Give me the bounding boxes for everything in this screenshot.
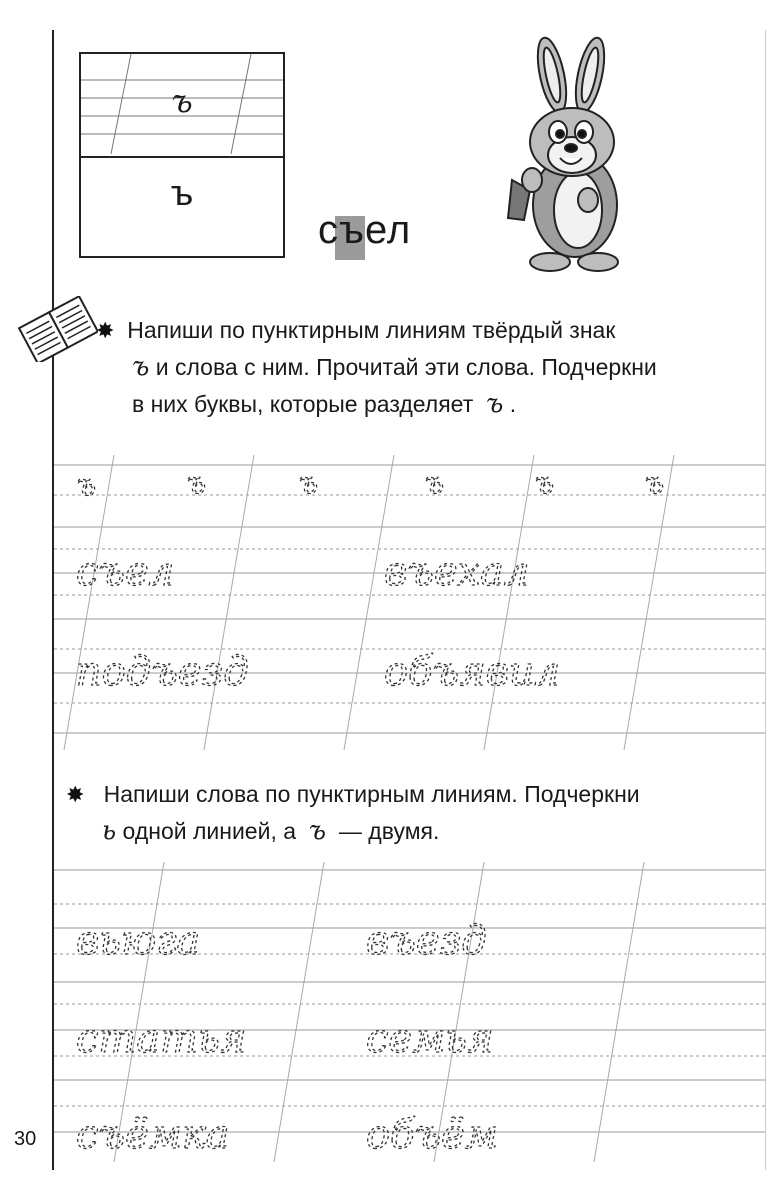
- copy-word-5: вьюга: [76, 918, 201, 964]
- letter-box: [79, 52, 285, 258]
- example-word-prefix: с: [318, 208, 339, 252]
- print-letter: ъ: [170, 172, 194, 213]
- task1-line3-letter: ъ: [486, 389, 504, 419]
- row-letter-1: ъ: [76, 468, 96, 503]
- cursive-letter: ъ: [171, 82, 193, 120]
- task2-star-icon: ✸: [66, 782, 85, 807]
- copy-word-6: въезд: [366, 918, 487, 964]
- copy-word-1: съел: [76, 549, 175, 595]
- task2-hard-sign: ъ: [308, 816, 327, 846]
- letter-box-divider: [81, 156, 283, 158]
- task1-line1: [96, 312, 766, 349]
- row-letter-6: ъ: [644, 466, 664, 501]
- task1-line2: [96, 349, 766, 386]
- task1-line2-letter: ъ: [132, 352, 150, 382]
- example-word-suffix: ел: [365, 208, 412, 252]
- task2-line1-text: Напиши слова по пунктирным линиям. Подчеркни: [103, 781, 640, 807]
- task2-instructions: [66, 776, 766, 850]
- page-right-edge: [765, 30, 766, 1170]
- task2-line2-end: — двумя.: [338, 818, 440, 844]
- open-book-icon: [18, 296, 98, 362]
- task2-soft-sign: ь: [102, 816, 117, 846]
- example-word: [318, 208, 411, 253]
- task1-line2-text: и слова с ним. Прочитай эти слова. Подчеркни: [155, 354, 657, 380]
- task1-copybook: [54, 455, 765, 750]
- copy-word-10: объём: [366, 1112, 498, 1158]
- row-letter-2: ъ: [186, 466, 206, 501]
- copy-word-7: статья: [76, 1016, 247, 1062]
- task2-line2-mid: одной линией, а: [122, 818, 297, 844]
- row-letter-5: ъ: [534, 466, 554, 501]
- row-letter-3: ъ: [298, 466, 318, 501]
- task1-line3: [96, 386, 766, 423]
- task1-line3-end: .: [509, 391, 517, 417]
- task2-copybook: [54, 862, 765, 1162]
- copy-word-9: съёмка: [76, 1112, 230, 1158]
- task1-star-icon: ✸: [96, 318, 115, 343]
- copy-word-8: семья: [366, 1016, 494, 1062]
- page-number: 30: [14, 1128, 37, 1150]
- copy-word-2: въехал: [384, 549, 530, 595]
- copy-word-4: объявил: [384, 649, 561, 695]
- task2-line1: [66, 776, 766, 813]
- task1-line3-text: в них буквы, которые разделяет: [132, 391, 474, 417]
- task1-instructions: [96, 312, 766, 423]
- task1-line1-text: Напиши по пунктирным линиям твёрдый знак: [127, 317, 616, 343]
- copy-word-3: подъезд: [76, 649, 249, 695]
- example-word-highlight: ъ: [339, 208, 365, 252]
- task2-line2: [66, 813, 766, 850]
- row-letter-4: ъ: [424, 466, 444, 501]
- rabbit-illustration: [490, 30, 650, 280]
